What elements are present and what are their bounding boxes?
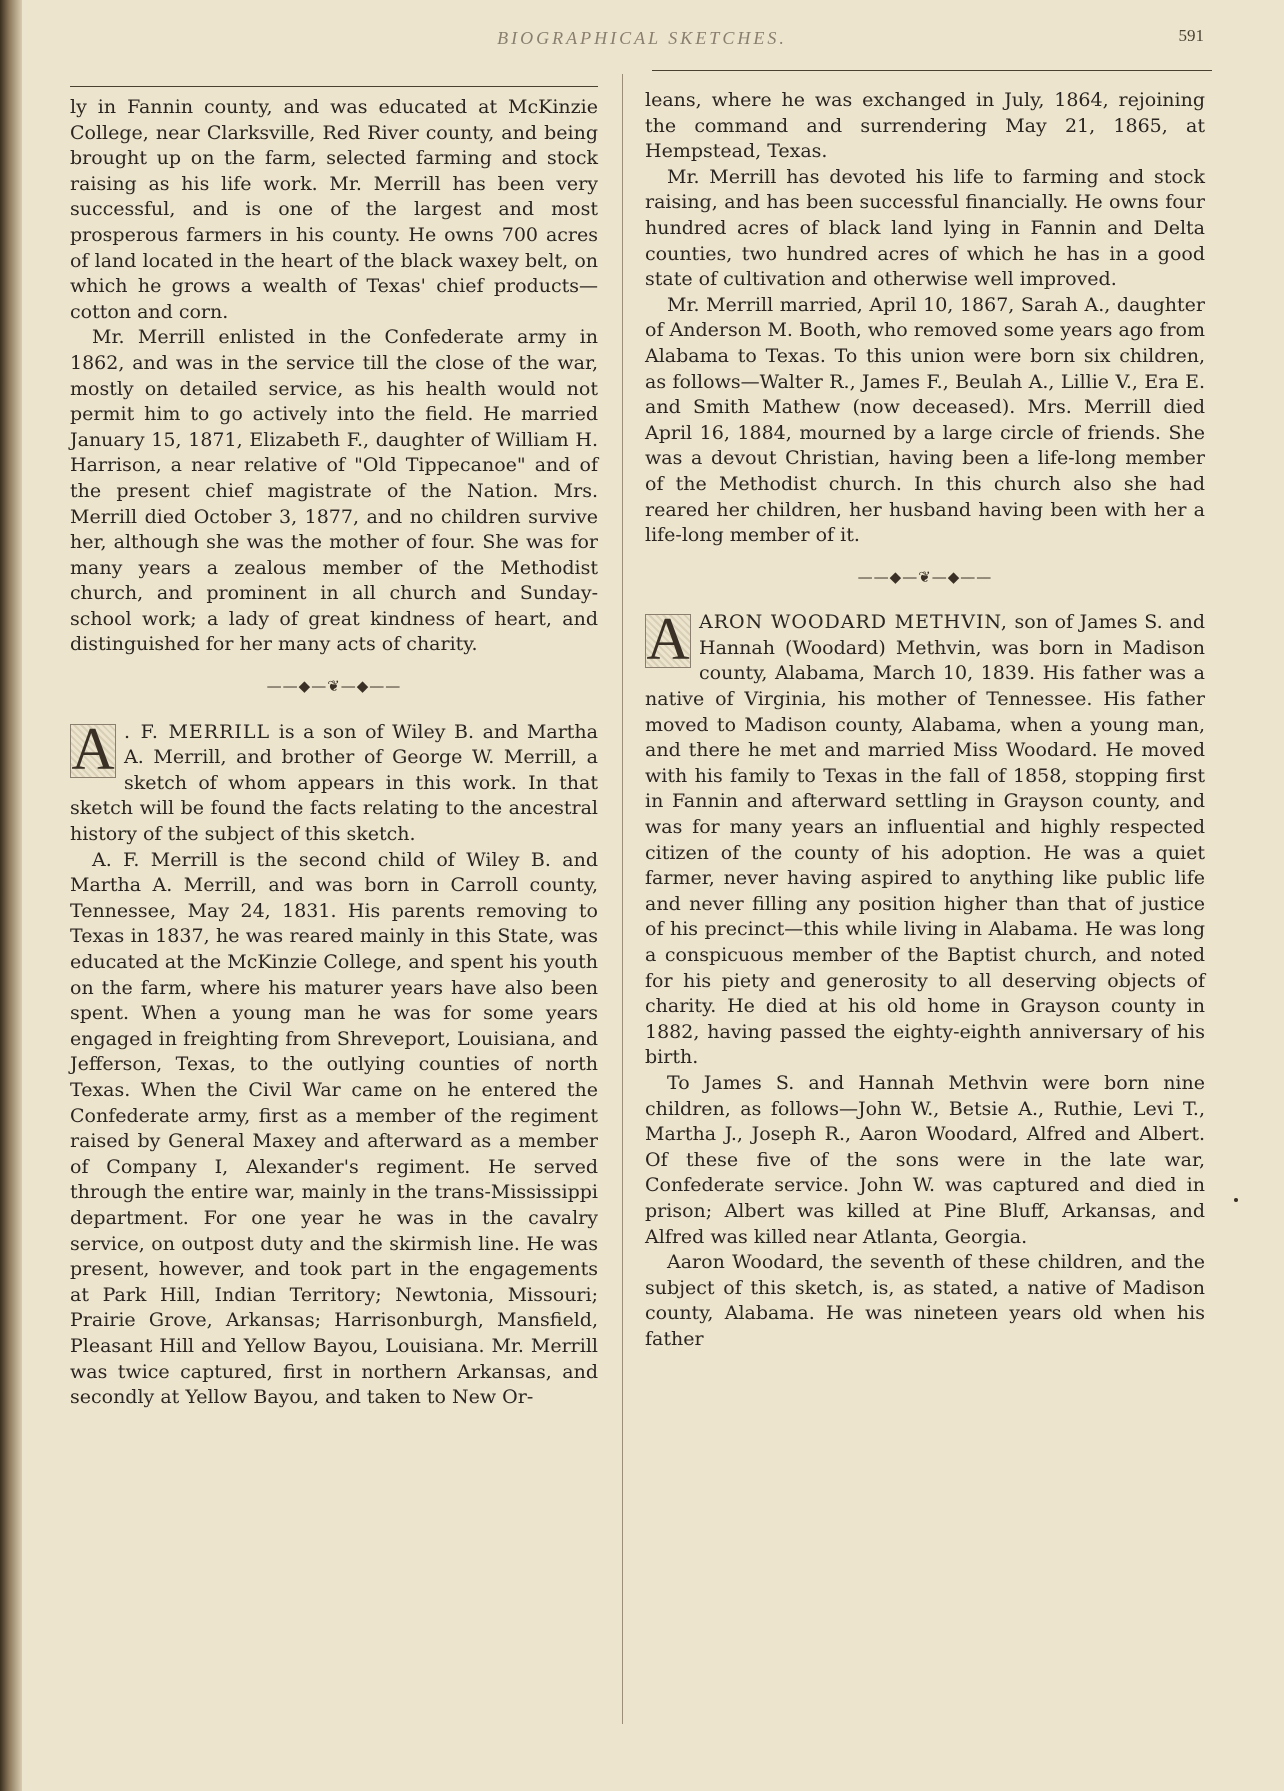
biography-name: ARON WOODARD METHVIN, — [699, 611, 1008, 634]
biography-intro — [70, 715, 598, 848]
paragraph: Aaron Woodard, the seventh of these children, and the subject of this sketch, is, as stated, a native of Madison county, Alabama. He was nineteen years old when his father — [645, 1251, 1205, 1350]
print-speck — [1234, 1198, 1238, 1202]
paragraph: leans, where he was exchanged in July, 1864, rejoining the command and surrendering May 21, 1865, at Hempstead, Texas. — [645, 89, 1205, 163]
drop-cap-letter: A — [646, 606, 690, 673]
header-rule-left — [70, 86, 598, 87]
paragraph: ly in Fannin county, and was educated at McKinzie College, near Clarksville, Red River county, and being brought up on the farm, selected farming and stock raising as his life work. Mr. Merrill has been very successful, and is one of the largest and most prosperous farmers in his county. He owns 700 acres of land located in the heart of the black waxey belt, on which he grows a wealth of Texas' chief products—cotton and corn. — [70, 96, 598, 323]
biography-name: . F. MERRILL — [124, 720, 271, 743]
right-column — [645, 88, 1205, 1353]
biography-intro-text: is a son of Wiley B. and Martha A. Merrill, and brother of George W. Merrill, a sketch of whom appears in this work. In that sketch will be found the facts relating to the ancestral history of the subject of this sketch. — [70, 720, 598, 846]
column-divider — [622, 74, 623, 1724]
section-ornament: ——◆—❦—◆—— — [857, 567, 993, 586]
biography-intro — [645, 606, 1205, 1071]
biography-intro-text: son of James S. and Hannah (Woodard) Methvin, was born in Madison county, Alabama, March 10, 1839. His father was a native of Virginia, his mother of Tennessee. His father moved to Madison county, Alabama, when a young man, and there he met and married Miss Woodard. He moved with his family to Texas in the fall of 1858, stopping first in Fannin and afterward settling in Grayson county, and was for many years an influential and highly respected citizen of the county of his adoption. He was a quiet farmer, never having aspired to anything like public life and never filling any position higher than that of justice of his precinct—this while living in Alabama. He was long a conspicuous member of the Baptist church, and noted for his piety and generosity to all deserving objects of charity. He died at his old home in Grayson county in 1882, having passed the eighty-eighth anniversary of his birth. — [645, 611, 1205, 1069]
paragraph: Mr. Merrill has devoted his life to farming and stock raising, and has been successful financially. He owns four hundred acres of black land lying in Fannin and Delta counties, two hundred acres of which he has in a good state of cultivation and otherwise well improved. — [645, 165, 1205, 291]
page-number: 591 — [1178, 26, 1204, 45]
paragraph: Mr. Merrill married, April 10, 1867, Sarah A., daughter of Anderson M. Booth, who removed some years ago from Alabama to Texas. To this union were born six children, as follows—Walter R., James F., Beulah A., Lillie V., Era E. and Smith Mathew (now deceased). Mrs. Merrill died April 16, 1884, mourned by a large circle of friends. She was a devout Christian, having been a life-long member of the Methodist church. In this church also she had reared her children, her husband having been with her a life-long member of it. — [645, 293, 1205, 547]
header-rule-right — [652, 70, 1212, 71]
paragraph: Mr. Merrill enlisted in the Confederate army in 1862, and was in the service till the close of the war, mostly on detailed service, as his health would not permit him to go actively into the field. He married January 15, 1871, Elizabeth F., daughter of William H. Harrison, a near relative of "Old Tippecanoe" and of the present chief magistrate of the Nation. Mrs. Merrill died October 3, 1877, and no children survive her, although she was the mother of four. She was for many years a zealous member of the Methodist church, and prominent in all church and Sunday-school work; a lady of great kindness of heart, and distinguished for her many acts of charity. — [70, 326, 598, 656]
section-ornament: ——◆—❦—◆—— — [266, 677, 402, 696]
running-title: BIOGRAPHICAL SKETCHES. — [497, 28, 787, 48]
paragraph: A. F. Merrill is the second child of Wiley B. and Martha A. Merrill, and was born in Carroll county, Tennessee, May 24, 1831. His parents removing to Texas in 1837, he was reared mainly in this State, was educated at the McKinzie College, and spent his youth on the farm, where his maturer years have also been spent. When a young man he was for some years engaged in freighting from Shreveport, Louisiana, and Jefferson, Texas, to the outlying counties of north Texas. When the Civil War came on he entered the Confederate army, first as a member of the regiment raised by General Maxey and afterward as a member of Company I, Alexander's regiment. He served through the entire war, mainly in the trans-Mississippi department. For one year he was in the cavalry service, on outpost duty and the skirmish line. He was present, however, and took part in the engagements at Park Hill, Indian Territory; Newtonia, Missouri; Prairie Grove, Arkansas; Harrisonburgh, Mansfield, Pleasant Hill and Yellow Bayou, Louisiana. Mr. Merrill was twice captured, first in northern Arkansas, and secondly at Yellow Bayou, and taken to New Or- — [70, 848, 598, 1409]
drop-cap-letter: A — [71, 715, 115, 782]
book-spine-shadow — [0, 0, 22, 1791]
left-column — [70, 95, 598, 1411]
paragraph: To James S. and Hannah Methvin were born nine children, as follows—John W., Betsie A., Ruthie, Levi T., Martha J., Joseph R., Aaron Woodard, Alfred and Albert. Of these five of the sons were in the late war, Confederate service. John W. was captured and died in prison; Albert was killed at Pine Bluff, Arkansas, and Alfred was killed near Atlanta, Georgia. — [645, 1071, 1205, 1248]
